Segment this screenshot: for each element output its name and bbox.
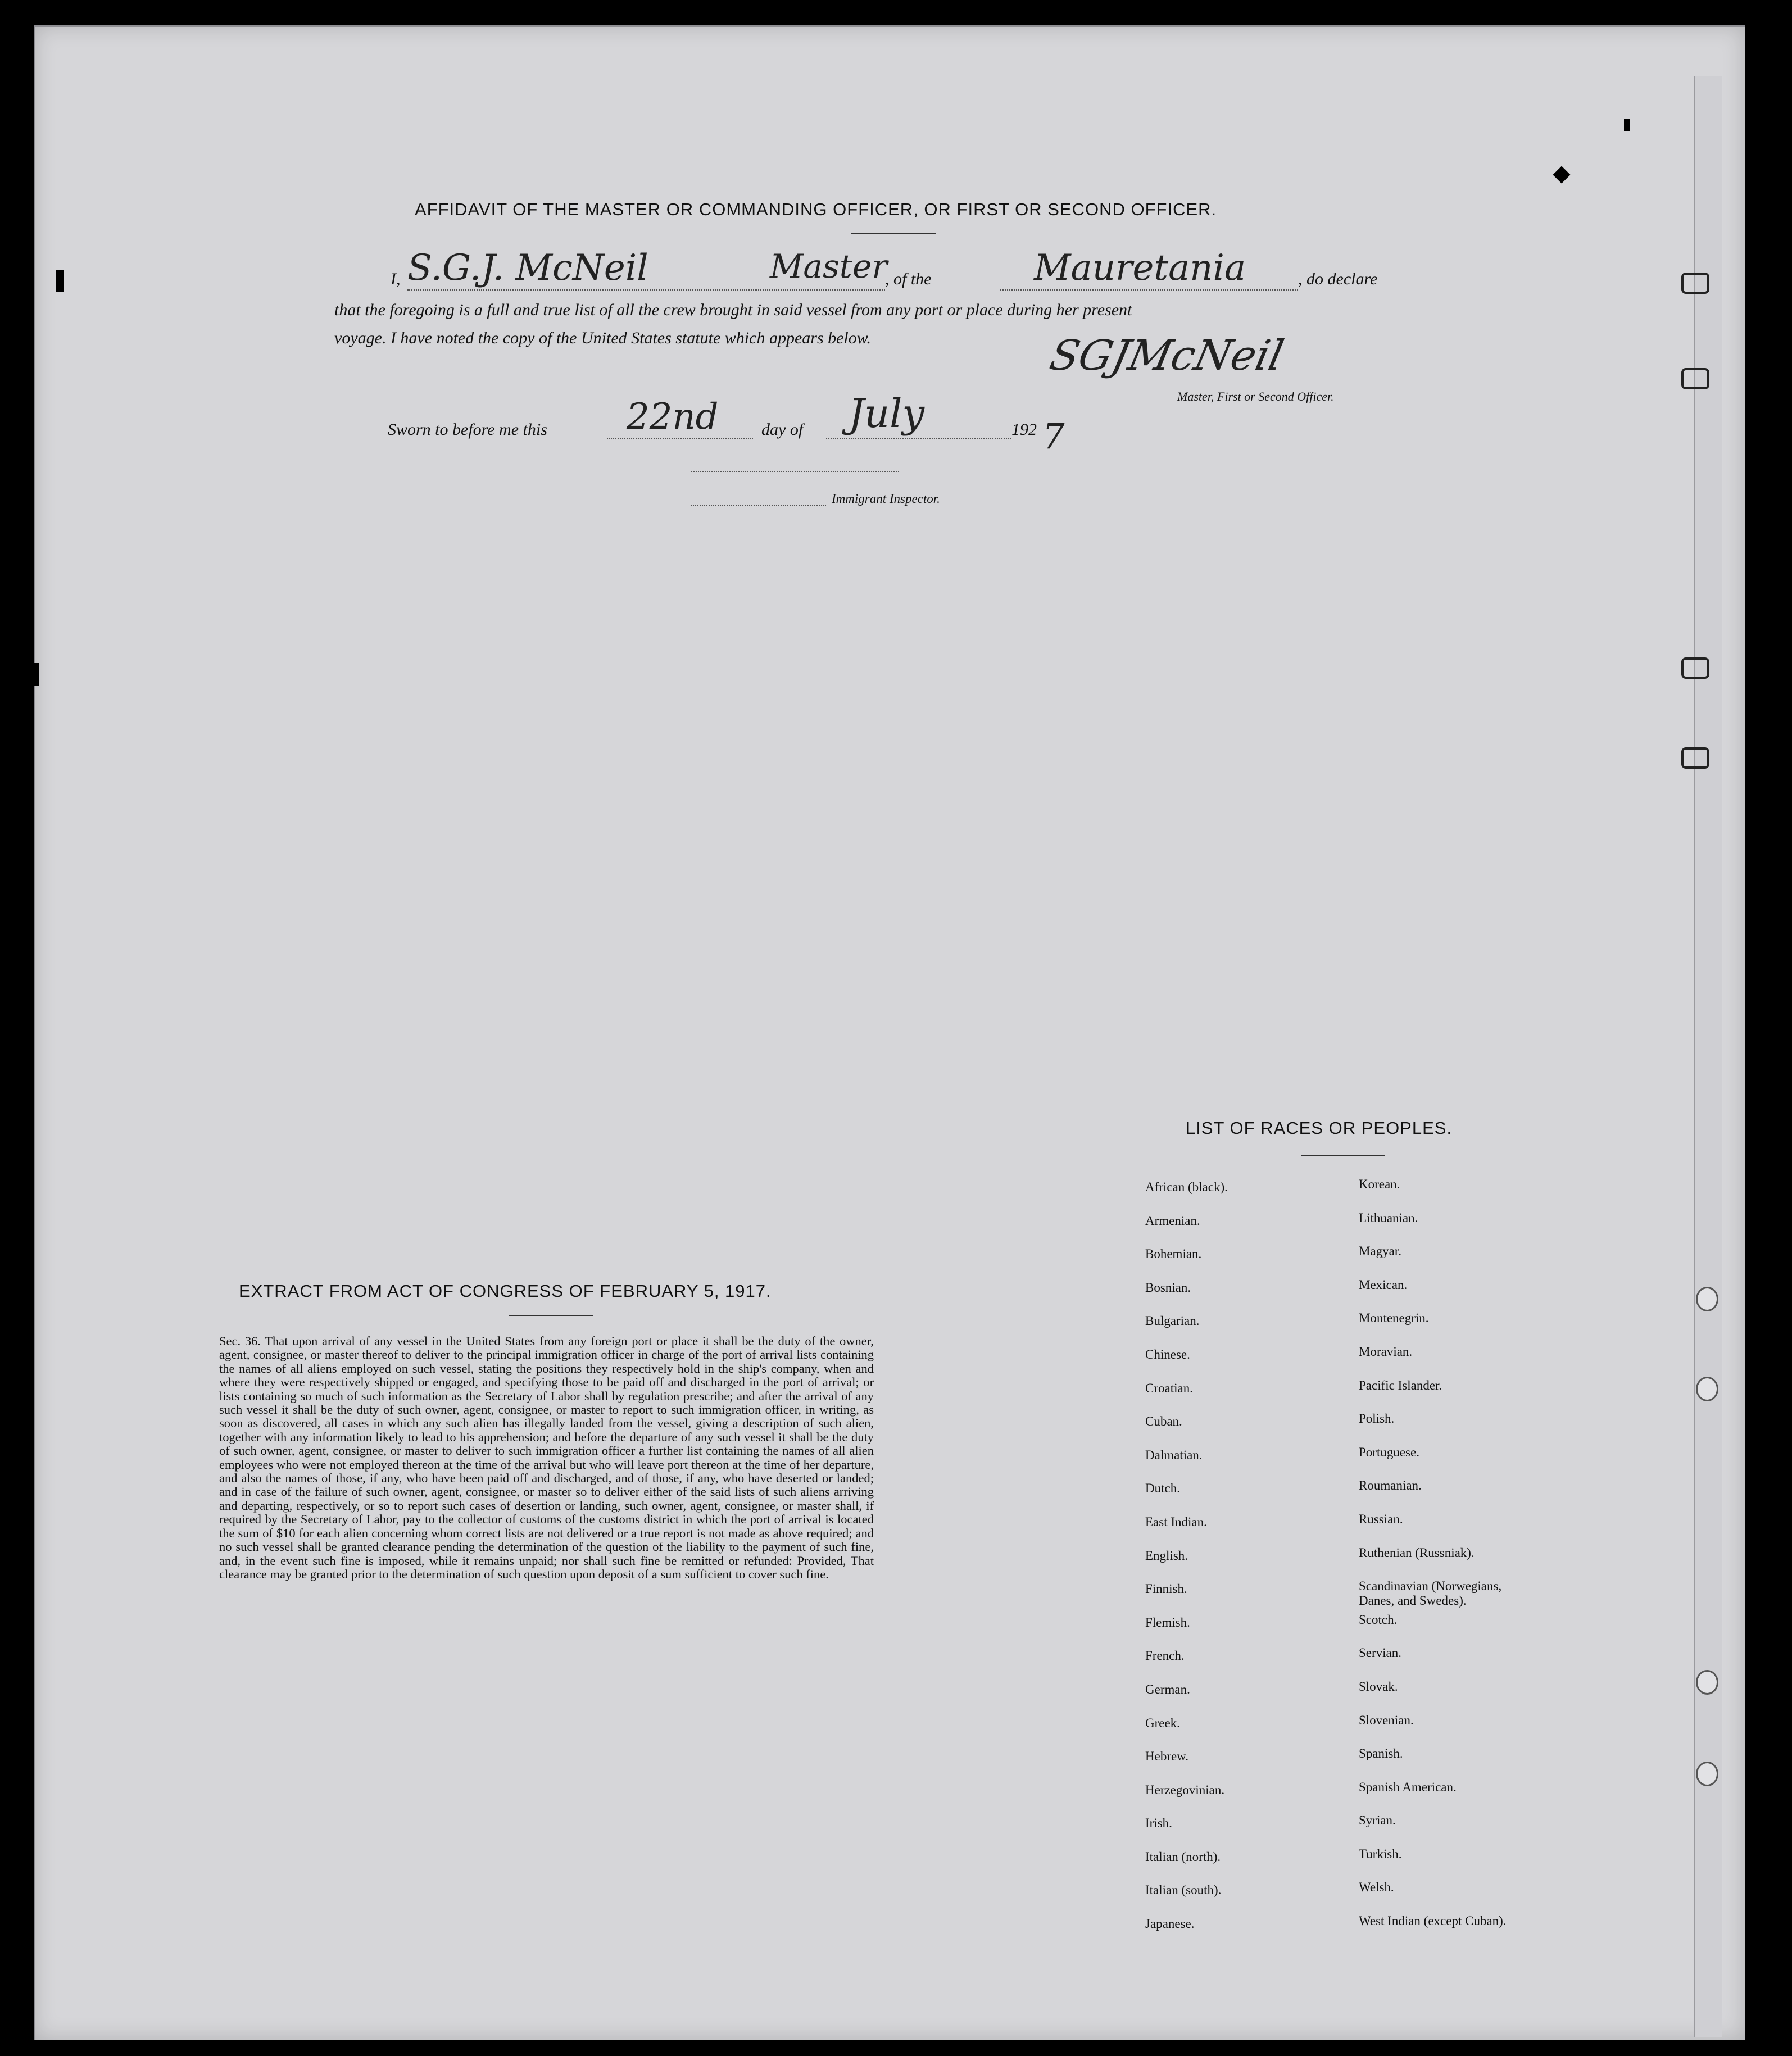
page-left-edge: [34, 25, 35, 2040]
rank-handwritten: Master: [770, 247, 888, 285]
master-signature: SGJMcNeil: [1045, 332, 1288, 380]
day-of-text: day of: [761, 420, 804, 439]
race-item: Finnish.: [1145, 1582, 1187, 1596]
punch-hole: [1696, 1670, 1718, 1695]
signature-label: Master, First or Second Officer.: [1177, 389, 1334, 403]
binder-clip: [1681, 368, 1709, 389]
race-item: Italian (south).: [1145, 1883, 1222, 1898]
race-item: Flemish.: [1145, 1615, 1190, 1630]
races-heading: LIST OF RACES OR PEOPLES.: [1186, 1118, 1453, 1138]
extract-heading-rule: [509, 1315, 593, 1316]
race-item: English.: [1145, 1548, 1188, 1563]
race-item: Roumanian.: [1359, 1478, 1422, 1493]
race-item: Portuguese.: [1359, 1445, 1419, 1459]
of-the-text: , of the: [885, 270, 932, 288]
race-item: Slovak.: [1359, 1679, 1398, 1694]
affidavit-line-2: that the foregoing is a full and true list of all the crew brought in said vessel from any port or place during her present: [334, 301, 1132, 319]
race-item: Pacific Islander.: [1359, 1378, 1442, 1392]
race-item: Croatian.: [1145, 1381, 1193, 1395]
races-right-column: [1359, 1177, 1527, 1948]
name-line: [407, 289, 756, 291]
scan-mark: [22, 663, 39, 686]
race-item: Scandinavian (Norwegians, Danes, and Swedes).: [1359, 1579, 1502, 1608]
race-item: Mexican.: [1359, 1277, 1408, 1292]
year-handwritten: 7: [1042, 416, 1065, 457]
race-item: Bulgarian.: [1145, 1314, 1200, 1328]
affidavit-i: I,: [391, 270, 401, 288]
race-item: Dutch.: [1145, 1481, 1180, 1496]
race-item: East Indian.: [1145, 1514, 1207, 1529]
race-item: Dalmatian.: [1145, 1447, 1203, 1462]
race-item: Moravian.: [1359, 1344, 1413, 1359]
affidavit-line-3: voyage. I have noted the copy of the United States statute which appears below.: [334, 329, 872, 347]
month-line: [826, 438, 1011, 439]
race-item: Turkish.: [1359, 1846, 1402, 1861]
binder-clip: [1681, 747, 1709, 769]
race-item: Bohemian.: [1145, 1247, 1202, 1261]
race-item: Herzegovinian.: [1145, 1782, 1225, 1797]
affidavit-heading: AFFIDAVIT OF THE MASTER OR COMMANDING OFFICER, OR FIRST OR SECOND OFFICER.: [415, 199, 1217, 219]
race-item: German.: [1145, 1682, 1190, 1696]
month-handwritten: July: [849, 391, 925, 437]
race-item: Irish.: [1145, 1816, 1172, 1831]
race-item: Lithuanian.: [1359, 1210, 1418, 1225]
binder-clip: [1681, 273, 1709, 294]
race-item: Magyar.: [1359, 1244, 1402, 1259]
race-item: Armenian.: [1145, 1213, 1200, 1228]
heading-rule: [851, 233, 936, 234]
race-item: West Indian (except Cuban).: [1359, 1914, 1507, 1928]
punch-hole: [1696, 1377, 1718, 1401]
punch-hole: [1696, 1287, 1718, 1311]
race-item: Slovenian.: [1359, 1713, 1414, 1727]
page-top-edge: [34, 25, 1745, 27]
race-item: Korean.: [1359, 1177, 1400, 1191]
race-item: Scotch.: [1359, 1612, 1398, 1627]
extract-text: Sec. 36. That upon arrival of any vessel in the United States from any foreign port or place it shall be the duty of the owner, agent, consignee, or master thereof to deliver to the principal immigration officer in charge of the port of arrival lists containing the names of all aliens employed on such vessel, stating the positions they respectively hold in the ship's company, when and where they were respectively shipped or engaged, and specifying those to be paid off and discharged in the port of arrival; or lists containing so much of such information as the Secretary of Labor shall by regulation prescribe; and after the arrival of any such vessel it shall be the duty of such owner, agent, consignee, or master to report to such immigration officer, in writing, as soon as discovered, all cases in which any such alien has illegally landed from the vessel, giving a description of such alien, together with any information likely to lead to his apprehension; and before the departure of any such vessel it shall be the duty of such owner, agent, consignee, or master to deliver to such immigration officer a further list containing the names of all alien employees who were not employed thereon at the time of the arrival but who will leave port thereon at the time of her departure, and also the names of those, if any, who have been paid off and discharged, and of those, if any, who have deserted or landed; and in case of the failure of such owner, agent, consignee, or master so to deliver either of the said lists of such aliens arriving and departing, respectively, or so to report such cases of desertion or landing, such owner, agent, consignee, or master shall, if required by the Secretary of Labor, pay to the collector of customs of the customs district in which the port of arrival is located the sum of $10 for each alien concerning whom correct lists are not delivered or a true report is not made as above required; and no such vessel shall be granted clearance pending the determination of the question of the liability to the payment of such fine, and, in the event such fine is imposed, while it remains unpaid; nor shall such fine be remitted or refunded: Provided, That clearance may be granted prior to the determination of such question upon deposit of a sum sufficient to cover such fine.: [219, 1334, 874, 1581]
inspector-sign-line: [691, 505, 826, 506]
day-handwritten: 22nd: [627, 396, 719, 438]
do-declare-text: , do declare: [1298, 270, 1378, 288]
extract-heading: EXTRACT FROM ACT OF CONGRESS OF FEBRUARY 5, 1917.: [239, 1281, 772, 1301]
race-item: Japanese.: [1145, 1917, 1195, 1931]
races-left-column: [1145, 1180, 1228, 1950]
races-heading-rule: [1301, 1155, 1385, 1156]
master-name-handwritten: S.G.J. McNeil: [407, 247, 648, 289]
race-item: Chinese.: [1145, 1347, 1190, 1361]
inspector-line: [691, 471, 899, 472]
punch-hole: [1696, 1762, 1718, 1786]
day-line: [607, 438, 753, 439]
race-item: Italian (north).: [1145, 1849, 1221, 1864]
race-item: Cuban.: [1145, 1414, 1182, 1429]
race-item: Russian.: [1359, 1512, 1403, 1526]
rank-line: [756, 289, 885, 291]
race-item: Syrian.: [1359, 1813, 1396, 1828]
vessel-line: [1000, 289, 1298, 291]
race-item: Servian.: [1359, 1646, 1402, 1660]
inspector-label: Immigrant Inspector.: [832, 492, 940, 506]
binder-clip: [1681, 657, 1709, 679]
vessel-handwritten: Mauretania: [1034, 247, 1246, 289]
sworn-text: Sworn to before me this: [388, 420, 547, 439]
race-item: Greek.: [1145, 1715, 1180, 1730]
scan-mark: [1624, 119, 1630, 131]
race-item: Spanish American.: [1359, 1780, 1457, 1794]
scan-mark: [56, 270, 64, 292]
race-item: Spanish.: [1359, 1746, 1403, 1761]
race-item: Ruthenian (Russniak).: [1359, 1545, 1475, 1560]
race-item: Montenegrin.: [1359, 1311, 1429, 1326]
race-item: Bosnian.: [1145, 1280, 1191, 1295]
race-item: Hebrew.: [1145, 1749, 1189, 1764]
race-item: Welsh.: [1359, 1880, 1394, 1895]
year-printed: 192: [1011, 420, 1037, 439]
race-item: Polish.: [1359, 1411, 1395, 1426]
race-item: African (black).: [1145, 1180, 1228, 1194]
race-item: French.: [1145, 1649, 1185, 1663]
